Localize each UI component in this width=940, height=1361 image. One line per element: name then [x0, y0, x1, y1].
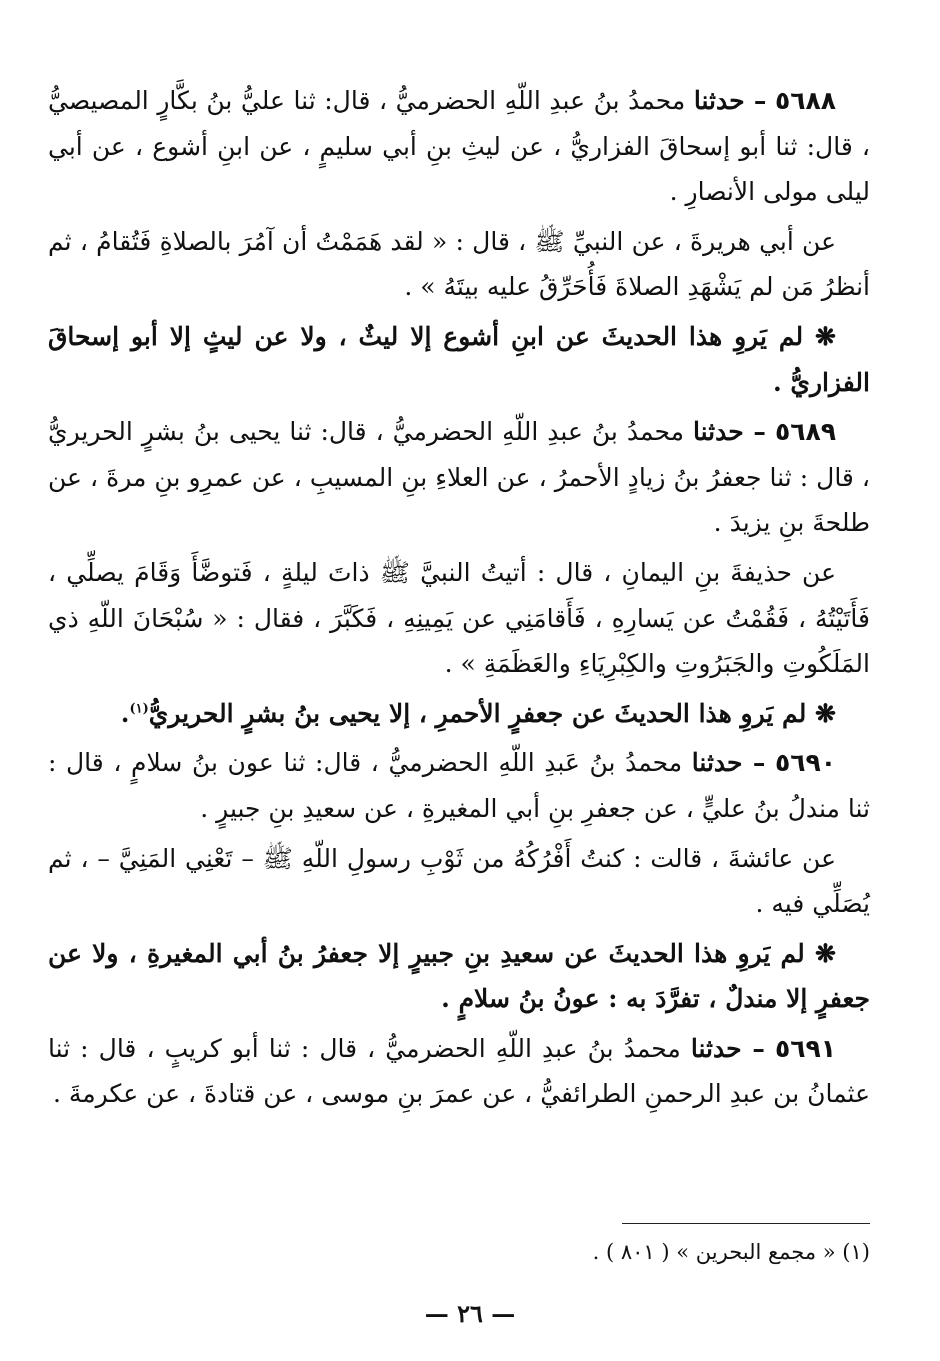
- isnad-text: محمدُ بنُ عبدِ اللّهِ الحضرميُّ ، قال: ثنا يحيى بنُ بشرٍ الحريريُّ ، قال : ثنا جعفرُ بنُ زيادٍ الأحمرُ ، عن العلاءِ بنِ المسيبِ ، عن عمرِو بنِ مرةَ ، عن طلحةَ بنِ يزيدَ .: [48, 417, 870, 538]
- hadith-number: ٥٦٩٠: [774, 748, 837, 778]
- page-number: — ٢٦ —: [424, 1299, 516, 1328]
- isnad-lead: – حدثنا: [691, 748, 766, 778]
- isnad-text: محمدُ بنُ عبدِ اللّهِ الحضرميُّ ، قال : ثنا أبو كريبٍ ، قال : ثنا عثمانُ بن عبدِ الرحمنِ الطرائفيُّ ، عن عمرَ بنِ موسى ، عن قتادةَ ، عن عكرمةَ .: [48, 1033, 870, 1109]
- hadith-note-5688: [48, 314, 870, 405]
- hadith-isnad-5691: [48, 1026, 870, 1117]
- hadith-matn-5688: عن أبي هريرةَ ، عن النبيِّ ﷺ ، قال : « لقد هَمَمْتُ أن آمُرَ بالصلاةِ فَتُقامُ ، ثم أنظرُ مَن لم يَشْهَدِ الصلاةَ فَأُحَرِّقُ عليه بيتَهُ » .: [48, 226, 870, 302]
- hadith-isnad-5688: [48, 78, 870, 215]
- note-star-icon: ❋: [815, 321, 836, 351]
- isnad-text: محمدُ بنُ عَبدِ اللّهِ الحضرميُّ ، قال: ثنا عون بنُ سلامٍ ، قال : ثنا مندلُ بنُ عليٍّ ، عن جعفرِ بنِ أبي المغيرةِ ، عن سعيدِ بنِ جبيرٍ .: [48, 748, 870, 823]
- note-star-icon: ❋: [815, 938, 836, 968]
- hadith-matn-5690: عن عائشةَ ، قالت : كنتُ أَفْرُكُهُ من ثَوْبِ رسولِ اللّهِ ﷺ – تَعْنِي المَنِيَّ – ، ثم يُصَلِّي فيه .: [48, 843, 870, 919]
- note-text: لم يَروِ هذا الحديثَ عن ابنِ أشوع إلا ليثٌ ، ولا عن ليثٍ إلا أبو إسحاقَ الفزاريُّ .: [48, 321, 870, 397]
- isnad-text: محمدُ بنُ عبدِ اللّهِ الحضرميُّ ، قال: ثنا عليُّ بنُ بكَّارٍ المصيصيُّ ، قال: ثنا أبو إسحاقَ الفزاريُّ ، عن ليثِ بنِ أبي سليمٍ ، عن ابنِ أشوع ، عن أبي ليلى مولى الأنصارِ .: [48, 86, 870, 207]
- footnote-reference: (١): [129, 701, 149, 717]
- hadith-note-5689: [48, 691, 870, 737]
- note-star-icon: ❋: [815, 698, 836, 728]
- footnote-divider: [622, 1223, 870, 1224]
- isnad-lead: – حدثنا: [693, 86, 767, 115]
- hadith-isnad-5689: [48, 409, 870, 546]
- note-end: .: [120, 698, 130, 728]
- hadith-note-5690: [48, 931, 870, 1022]
- footnote: (١) « مجمع البحرين » ( ٨٠١ ) .: [592, 1240, 870, 1264]
- main-text: [48, 78, 870, 1117]
- hadith-number: ٥٦٨٨: [774, 86, 836, 115]
- note-text: لم يَروِ هذا الحديثَ عن سعيدِ بنِ جبيرٍ إلا جعفرُ بنُ أبي المغيرةِ ، ولا عن جعفرٍ إلا مندلٌ ، تفرَّدَ به : عونُ بنُ سلامٍ .: [48, 938, 870, 1014]
- hadith-isnad-5690: [48, 740, 870, 831]
- hadith-number: ٥٦٩١: [774, 1033, 836, 1063]
- isnad-lead: – حدثنا: [692, 417, 766, 447]
- hadith-matn-5689: عن حذيفةَ بنِ اليمانِ ، قال : أتيتُ النبيَّ ﷺ ذاتَ ليلةٍ ، فَتوضَّأَ وَقَامَ يصلِّي ، فَأَتَيْتُهُ ، فَقُمْتُ عن يَسارِهِ ، فَأَقامَنِي عن يَمِينِهِ ، فَكَبَّرَ ، فقال : « سُبْحَانَ اللّهِ ذي المَلَكُوتِ والجَبَرُوتِ والكِبْرِيَاءِ والعَظَمَةِ » .: [48, 557, 870, 679]
- note-text: لم يَروِ هذا الحديثَ عن جعفرٍ الأحمرِ ، إلا يحيى بنُ بشرٍ الحريريُّ: [148, 698, 807, 728]
- hadith-number: ٥٦٨٩: [774, 417, 836, 447]
- isnad-lead: – حدثنا: [690, 1033, 765, 1063]
